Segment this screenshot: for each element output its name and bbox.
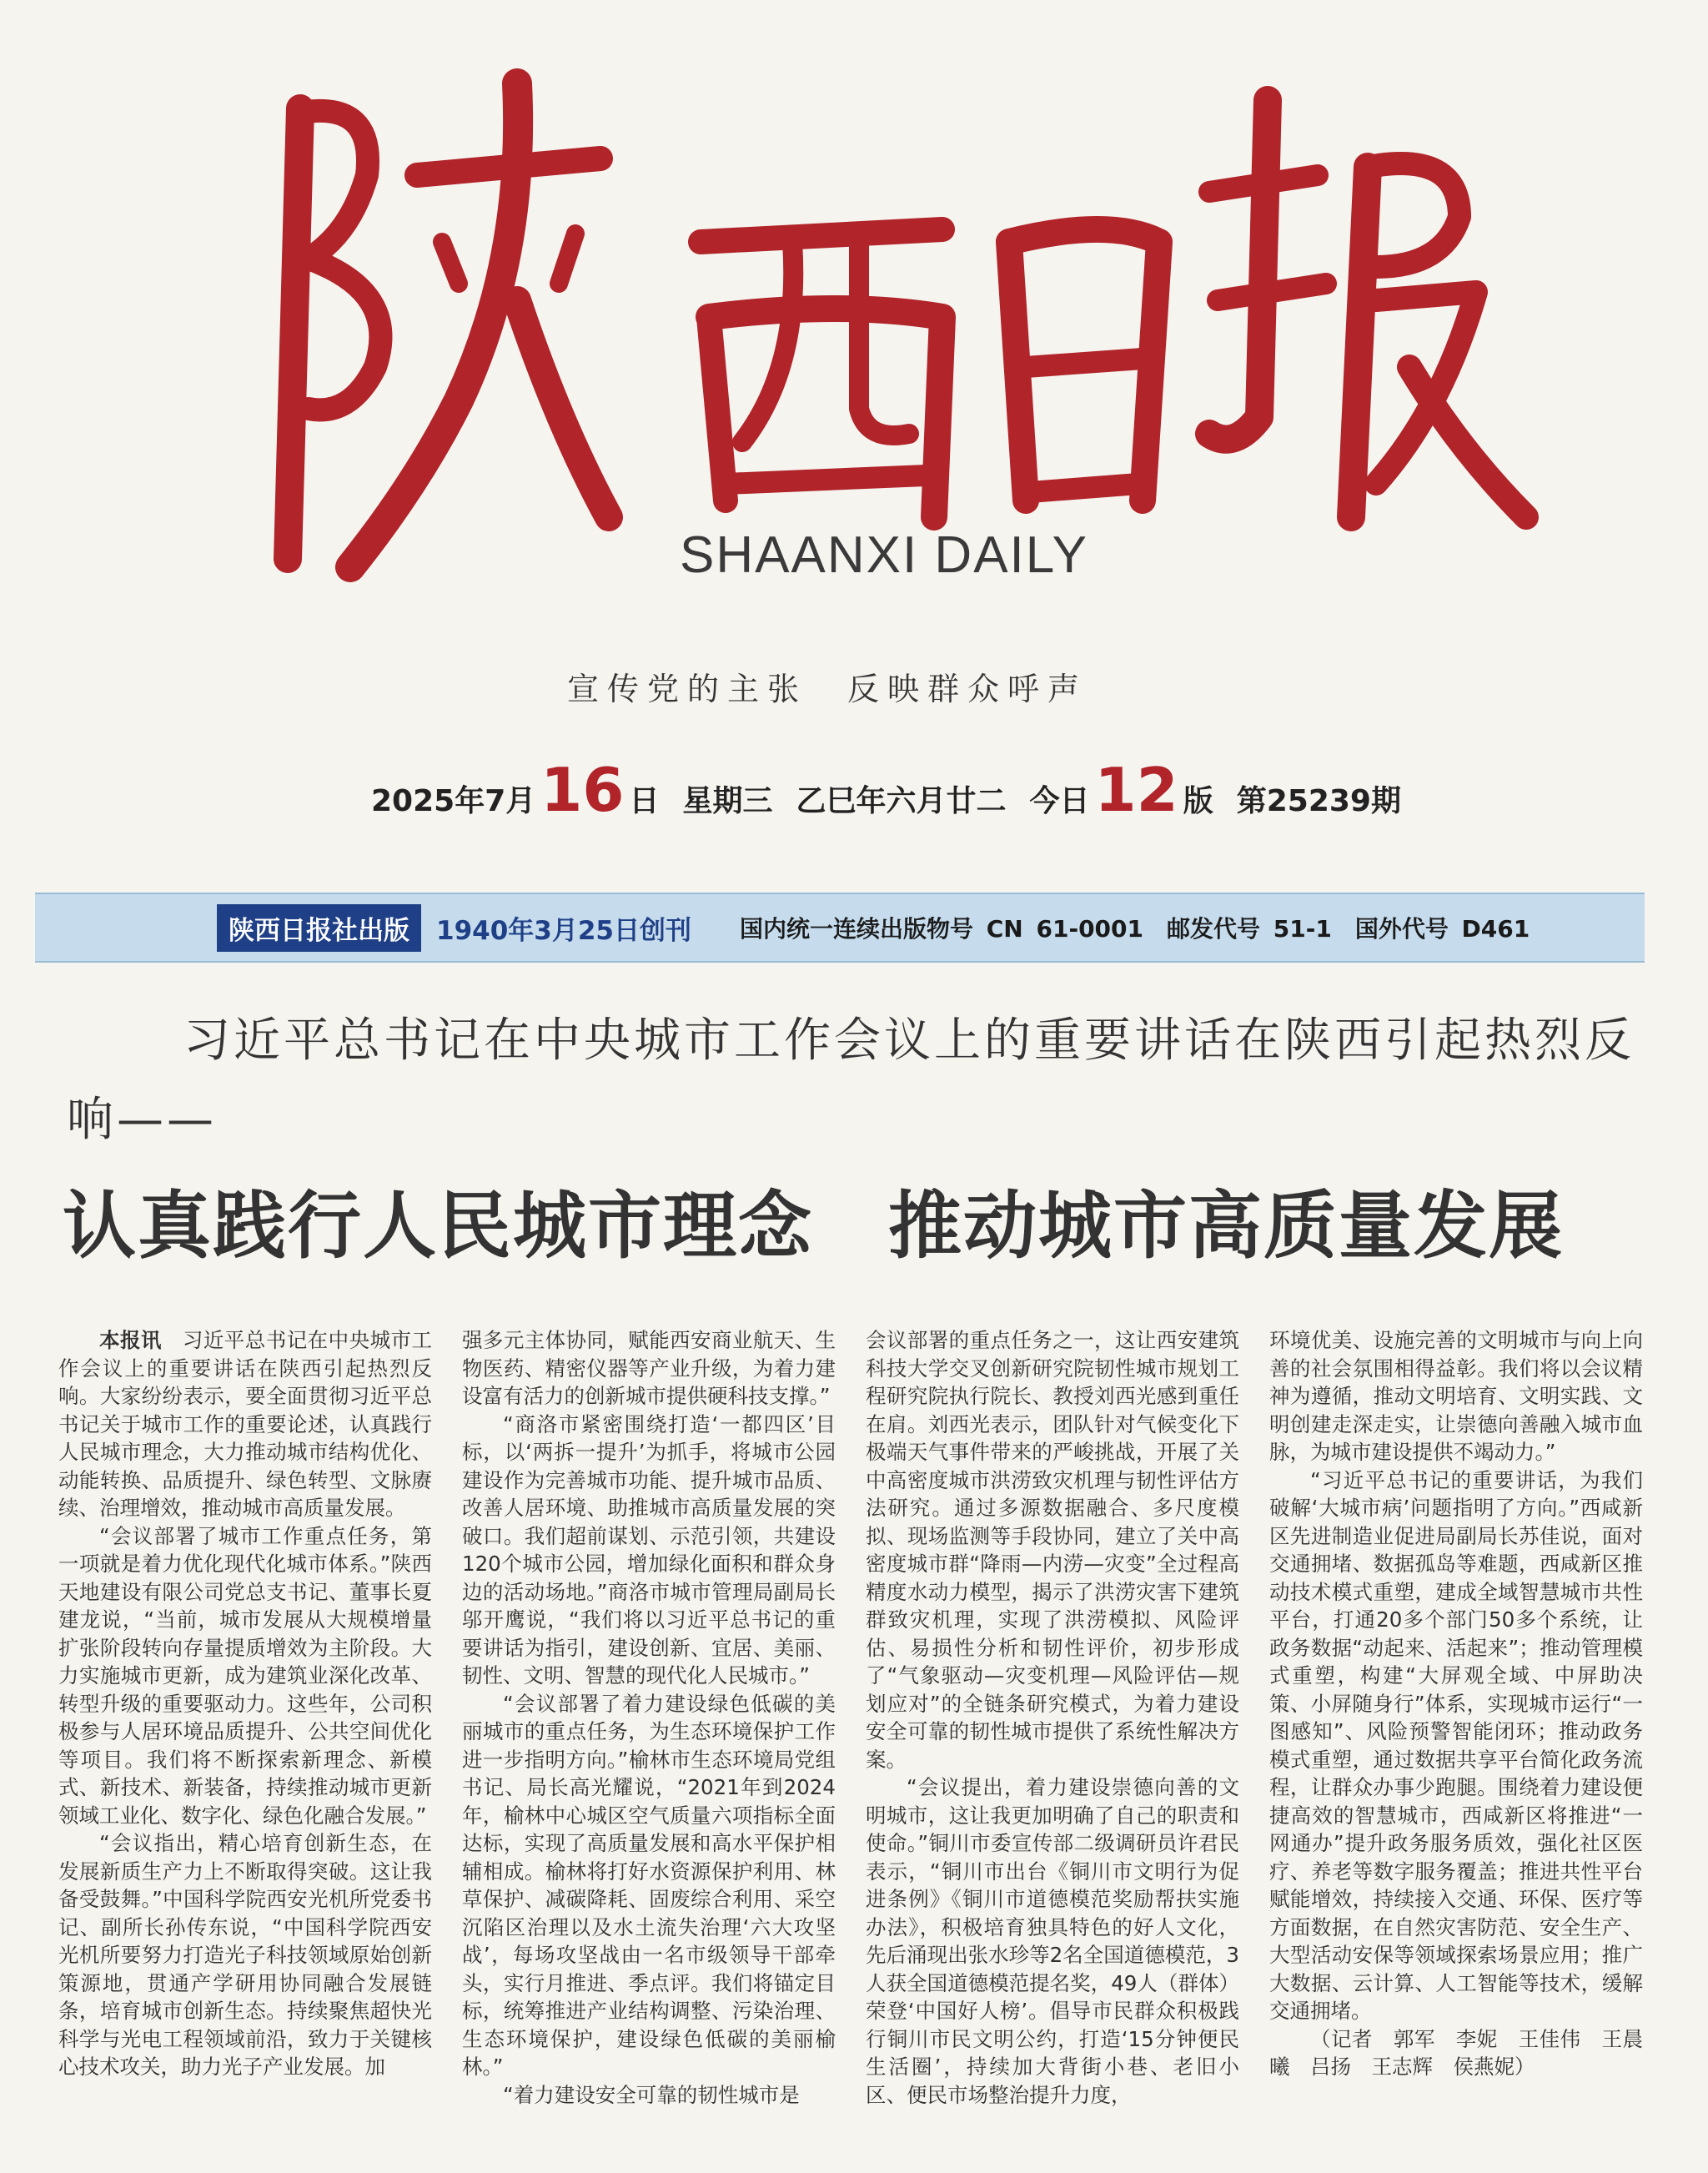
paragraph: 强多元主体协同，赋能西安商业航天、生物医药、精密仪器等产业升级，为着力建设富有活力的创新城市提供硬科技支撑。”	[462, 1328, 836, 1408]
paragraph: 会议部署的重点任务之一，这让西安建筑科技大学交叉创新研究院韧性城市规划工程研究院执行院长、教授刘西光感到重任在肩。刘西光表示，团队针对气候变化下极端天气事件带来的严峻挑战，开展了关中高密度城市洪涝致灾机理与韧性评估方法研究。通过多源数据融合、多尺度模拟、现场监测等手段协同，建立了关中高密度城市群“降雨—内涝—灾变”全过程高精度水动力模型，揭示了洪涝灾害下建筑群致灾机理，实现了洪涝模拟、风险评估、易损性分析和韧性评价，初步形成了“气象驱动—灾变机理—风险评估—规划应对”的全链条研究模式，为着力建设安全可靠的韧性城市提供了系统性解决方案。	[866, 1328, 1239, 1772]
founded-date: 1940年3月25日创刊	[436, 915, 691, 946]
paragraph: “商洛市紧密围绕打造‘一都四区’目标，以‘两拆一提升’为抓手，将城市公园建设作为完善城市功能、提升城市品质、改善人居环境、助推城市高质量发展的突破口。我们超前谋划、示范引领，共建设120个城市公园，增加绿化面积和群众身边的活动场地。”商洛市城市管理局副局长邬开鹰说，“我们将以习近平总书记的重要讲话为指引，建设创新、宜居、美丽、韧性、文明、智慧的现代化人民城市。”	[462, 1411, 836, 1688]
paragraph-text: 习近平总书记在中央城市工作会议上的重要讲话在陕西引起热烈反响。大家纷纷表示，要全面贯彻习近平总书记关于城市工作的重要论述，认真践行人民城市理念，大力推动城市结构优化、动能转换、品质提升、绿色转型、文脉赓续、治理增效，推动城市高质量发展。	[58, 1328, 432, 1520]
paragraph: “习近平总书记的重要讲话，为我们破解‘大城市病’问题指明了方向。”西咸新区先进制造业促进局副局长苏佳说，面对交通拥堵、数据孤岛等难题，西咸新区推动技术模式重塑，建成全域智慧城市共性平台，打通20多个部门50多个系统，让政务数据“动起来、活起来”；推动管理模式重塑，构建“大屏观全域、中屏助决策、小屏随身行”体系，实现城市运行“一图感知”、风险预警智能闭环；推动政务模式重塑，通过数据共享平台简化政务流程，让群众办事少跑腿。围绕着力建设便捷高效的智慧城市，西咸新区将推进“一网通办”提升政务服务质效，强化社区医疗、养老等数字服务覆盖；推进共性平台赋能增效，持续接入交通、环保、医疗等方面数据，在自然灾害防范、安全生产、大型活动安保等领域探索场景应用；推广大数据、云计算、人工智能等技术，缓解交通拥堵。	[1269, 1467, 1643, 2023]
masthead	[0, 0, 1708, 834]
masthead-motto: 宣传党的主张 反映群众呼声	[567, 671, 1088, 707]
paragraph: “会议部署了城市工作重点任务，第一项就是着力优化现代化城市体系。”陕西天地建设有限公司党总支书记、董事长夏建龙说，“当前，城市发展从大规模增量扩张阶段转向存量提质增效为主阶段。大力实施城市更新，成为建筑业深化改革、转型升级的重要驱动力。这些年，公司积极参与人居环境品质提升、公共空间优化等项目。我们将不断探索新理念、新模式、新技术、新装备，持续推动城市更新领域工业化、数字化、绿色化融合发展。”	[58, 1523, 432, 1828]
article-kicker: 习近平总书记在中央城市工作会议上的重要讲话在陕西引起热烈反响——	[67, 1014, 1635, 1147]
paragraph: “会议提出，着力建设崇德向善的文明城市，这让我更加明确了自己的职责和使命。”铜川市委宣传部二级调研员许君民表示，“铜川市出台《铜川市文明行为促进条例》《铜川市道德模范奖励帮扶实施办法》，积极培育独具特色的好人文化，先后涌现出张水珍等2名全国道德模范，3人获全国道德模范提名奖，49人（群体）荣登‘中国好人榜’。倡导市民群众积极践行铜川市民文明公约，打造‘15分钟便民生活圈’，持续加大背街小巷、老旧小区、便民市场整治提升力度，	[866, 1775, 1239, 2107]
pages-suffix: 版	[1183, 784, 1213, 818]
article-column-2	[462, 1326, 836, 2169]
publisher-label: 陕西日报社出版	[217, 904, 421, 952]
publication-info-band	[35, 893, 1645, 963]
publication-codes: 国内统一连续出版物号 CN 61-0001 邮发代号 51-1 国外代号 D461	[740, 915, 1530, 943]
masthead-english-title: SHAANXI DAILY	[680, 526, 1089, 584]
paragraph: “会议指出，精心培育创新生态，在发展新质生产力上不断取得突破。这让我备受鼓舞。”中国科学院西安光机所党委书记、副所长孙传东说，“中国科学院西安光机所要努力打造光子科技领域原始创新策源地，贯通产学研用协同融合发展链条，培育城市创新生态。持续聚焦超快光科学与光电工程领域前沿，致力于关键核心技术攻关，助力光子产业发展。加	[58, 1831, 432, 2079]
dateline	[371, 755, 1401, 830]
article-body	[58, 1326, 1643, 2169]
article-column-4	[1269, 1326, 1643, 2169]
byline: （记者 郭军 李妮 王佳伟 王晨曦 吕扬 王志辉 侯燕妮）	[1269, 2026, 1643, 2079]
lead-label: 本报讯	[99, 1328, 162, 1352]
pages-prefix: 今日	[1029, 784, 1090, 818]
article-column-1	[58, 1326, 432, 2169]
paragraph	[58, 1326, 432, 1522]
paragraph: “着力建设安全可靠的韧性城市是	[503, 2082, 800, 2107]
article-headline: 认真践行人民城市理念 推动城市高质量发展	[63, 1183, 1565, 1269]
date-day-suffix: 日	[629, 784, 660, 818]
date-day: 16	[540, 755, 625, 825]
date-lunar: 乙巳年六月廿二	[796, 784, 1007, 818]
paragraph: “会议部署了着力建设绿色低碳的美丽城市的重点任务，为生态环境保护工作进一步指明方向。”榆林市生态环境局党组书记、局长高光耀说，“2021年到2024年，榆林中心城区空气质量六项指标全面达标，实现了高质量发展和高水平保护相辅相成。榆林将打好水资源保护利用、林草保护、减碳降耗、固废综合利用、采空沉陷区治理以及水土流失治理‘六大攻坚战’，每场攻坚战由一名市级领导干部牵头，实行月推进、季点评。我们将锚定目标，统筹推进产业结构调整、污染治理、生态环境保护，建设绿色低碳的美丽榆林。”	[462, 1691, 836, 2079]
date-weekday: 星期三	[682, 784, 773, 818]
date-year-month: 2025年7月	[371, 784, 536, 818]
issue-number: 第25239期	[1236, 784, 1401, 818]
article-column-3	[866, 1326, 1239, 2169]
pages-count: 12	[1094, 755, 1178, 825]
paragraph: 环境优美、设施完善的文明城市与向上向善的社会氛围相得益彰。我们将以会议精神为遵循，推动文明培育、文明实践、文明创建走深走实，让崇德向善融入城市血脉，为城市建设提供不竭动力。”	[1269, 1328, 1643, 1464]
